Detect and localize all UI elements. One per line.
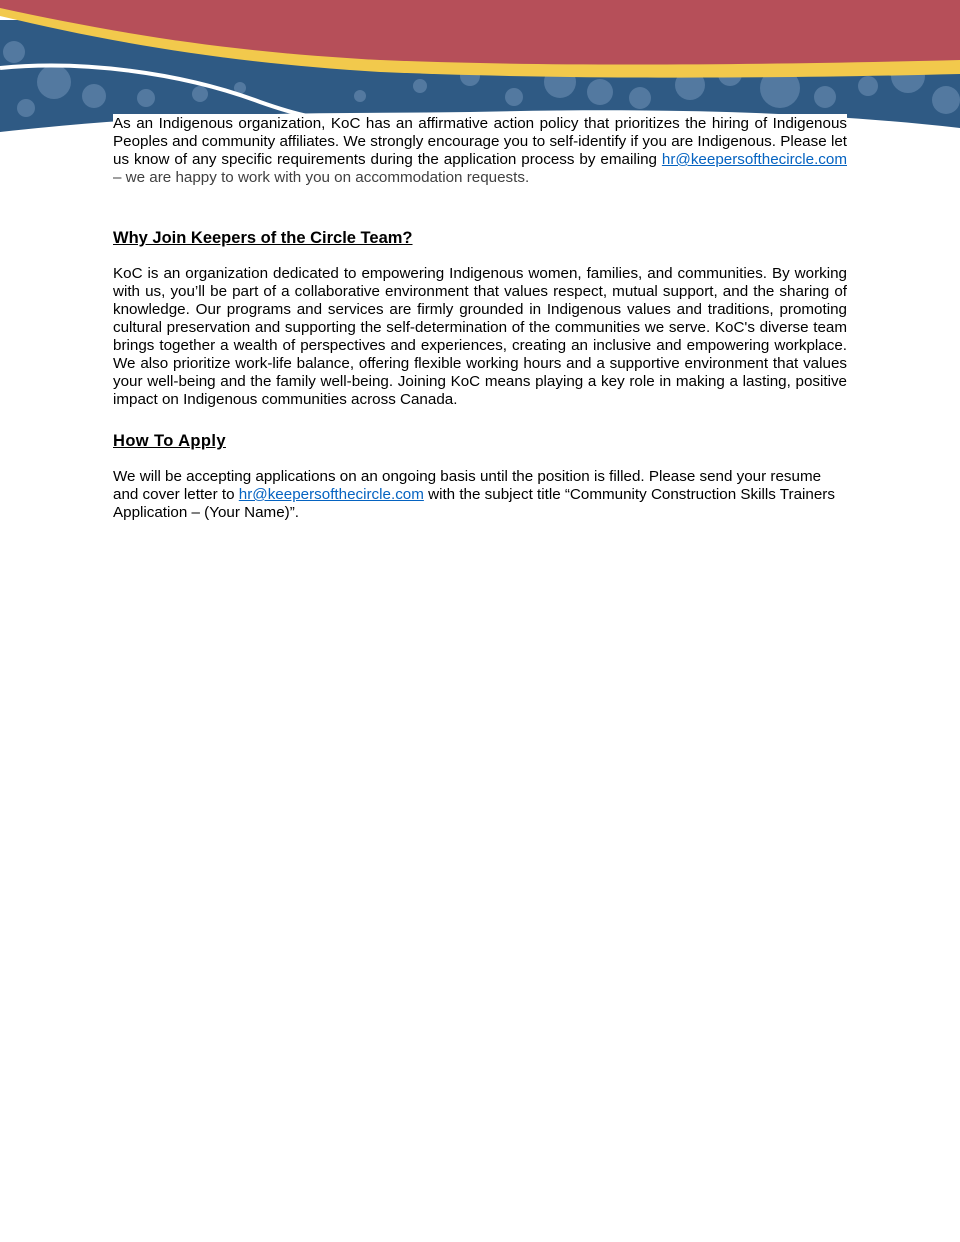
apply-text: We will be accepting applications on an ongoing basis until the position is filled. Please send your resume and cover letter to [113,468,822,503]
apply-email-link[interactable]: hr@keepersofthecircle.com [238,486,424,503]
how-to-apply-paragraph [113,468,847,522]
how-to-apply-heading: How To Apply [113,432,226,450]
why-join-paragraph: KoC is an organization dedicated to empowering Indigenous women, families, and communities. By working with us, you’ll be part of a collaborative environment that values respect, mutual support, and the sharing of knowledge. Our programs and services are firmly grounded in Indigenous values and traditions, promoting cultural preservation and supporting the self-determination of the communities we serve. KoC's diverse team brings together a wealth of perspectives and experiences, creating an inclusive and empowering workplace. We also prioritize work-life balance, offering flexible working hours and a supportive environment that values your well-being and the family well-being. Joining KoC means playing a key role in making a lasting, positive impact on Indigenous communities across Canada. [113,265,847,408]
intro-text-after: – we are happy to work with you on accommodation requests. [113,169,530,186]
why-join-heading: Why Join Keepers of the Circle Team? [113,229,413,247]
intro-text: As an Indigenous organization, KoC has an affirmative action policy that prioritizes the hiring of Indigenous Peoples and community affiliates. We strongly encourage you to self-identify if you are Indigenous. Please let us know of any specific requirements during the application process by emailing [113,115,847,168]
intro-email-link[interactable]: hr@keepersofthecircle.com [661,151,847,168]
document-body [113,114,847,522]
apply-text-after: with the subject title “Community Construction Skills Trainers Application – (Your Name)”. [113,486,835,521]
intro-paragraph [113,114,847,187]
